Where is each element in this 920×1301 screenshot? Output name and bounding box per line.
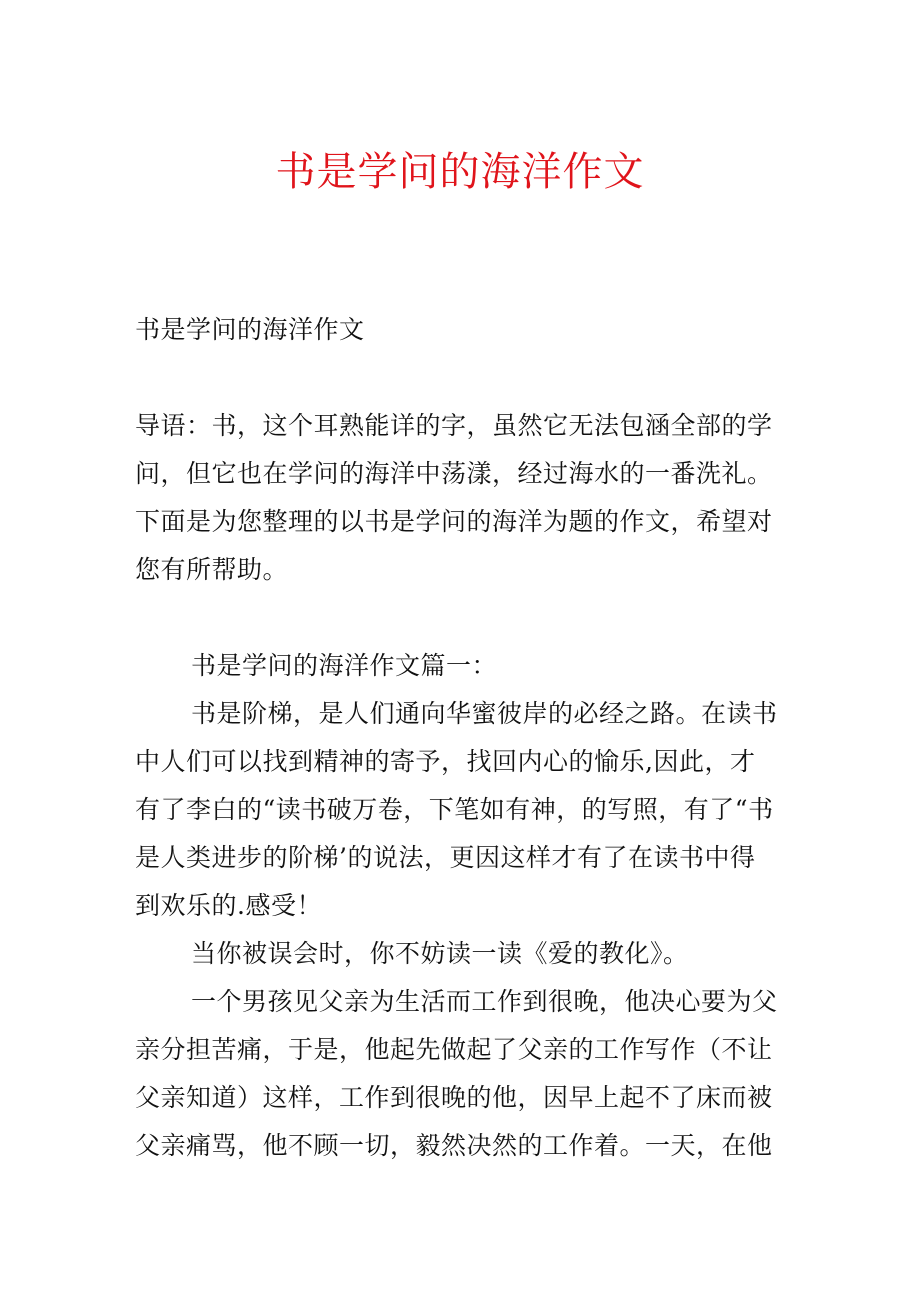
para3-line-2: 亲分担苦痛，于是，他起先做起了父亲的工作写作（不让 [135,1035,773,1064]
section-heading: 书是学问的海洋作文篇一： [191,651,498,680]
para3-line-4: 父亲痛骂，他不顾一切，毅然决然的工作着。一天，在他 [135,1131,773,1160]
intro-line-4: 您有所帮助。 [135,555,289,584]
para1-line-4: 是人类进步的阶梯’的说法，更因这样才有了在读书中得 [135,843,756,872]
para1-line-5: 到欢乐的.感受！ [135,891,322,920]
para2: 当你被误会时，你不妨读一读《爱的教化》。 [191,939,689,968]
document-title: 书是学问的海洋作文 [275,149,645,195]
intro-line-1: 导语：书，这个耳熟能详的字，虽然它无法包涵全部的学 [135,411,773,440]
subtitle: 书是学问的海洋作文 [135,315,365,344]
para3-line-3: 父亲知道）这样，工作到很晚的他，因早上起不了床而被 [135,1083,773,1112]
para1-line-1: 书是阶梯，是人们通向华蜜彼岸的必经之路。在读书 [191,699,778,728]
intro-line-3: 下面是为您整理的以书是学问的海洋为题的作文，希望对 [135,507,773,536]
para1-line-3: 有了李白的“读书破万卷，下笔如有神，的写照，有了“书 [135,795,774,824]
para3-line-1: 一个男孩见父亲为生活而工作到很晚，他决心要为父 [191,987,778,1016]
para1-line-2: 中人们可以找到精神的寄予，找回内心的愉乐,因此，才 [135,747,756,776]
intro-line-2: 问，但它也在学问的海洋中荡漾，经过海水的一番洗礼。 [135,459,773,488]
